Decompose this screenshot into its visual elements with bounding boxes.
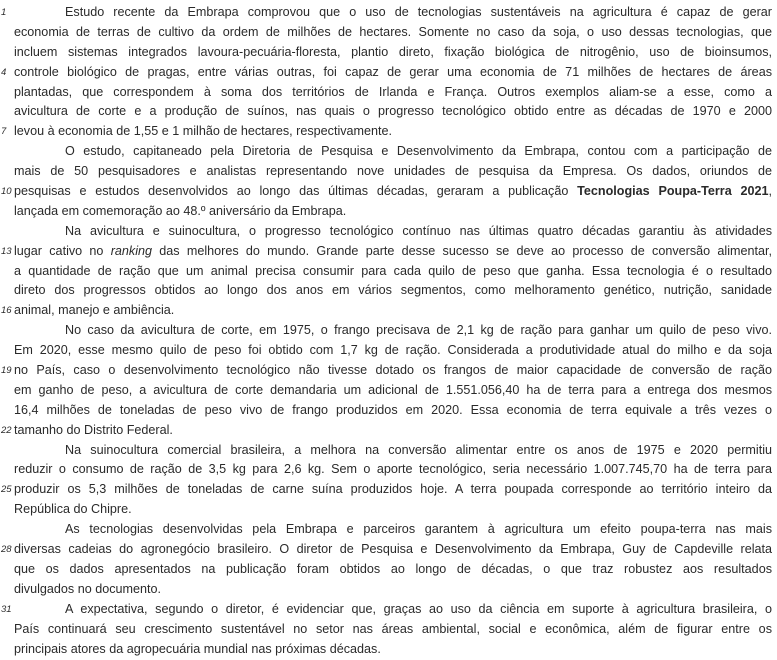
text-line	[14, 202, 772, 222]
text-line	[14, 381, 772, 401]
text-segment: tamanho do Distrito Federal.	[14, 422, 173, 437]
text-line	[14, 620, 772, 640]
text-segment: No caso da avicultura de corte, em 1975, o frango precisava de 2,1 kg de ração para ganhar um quilo de peso vivo.	[65, 323, 772, 338]
text-segment: incluem sistemas integrados lavoura-pecuária-floresta, plantio direto, fixação biológica de nitrogênio, uso de bioinsumos,	[14, 44, 772, 59]
text-segment: principais atores da agropecuária mundial nas próximas décadas.	[14, 641, 381, 656]
line-number: 13	[1, 245, 12, 257]
text-segment: produzir os 5,3 milhões de toneladas de carne suína produzidos hoje. A terra poupada corresponde ao território inteiro da	[14, 482, 772, 497]
text-line	[1, 361, 772, 381]
text-segment: Em 2020, esse mesmo quilo de peso foi obtido com 1,7 kg de ração. Considerada a produtividade atual do milho e da soja	[14, 343, 772, 358]
text-segment: diversas cadeias do agronegócio brasileiro. O diretor de Pesquisa e Desenvolvimento da Embrapa, Guy de Capdeville relata	[14, 542, 772, 557]
text-segment: divulgados no documento.	[14, 581, 162, 596]
text-line	[1, 122, 772, 142]
line-number: 1	[1, 7, 7, 18]
text-segment: Na suinocultura comercial brasileira, a melhora na conversão alimentar entre os anos de 1975 e 2020 permitiu	[65, 442, 772, 457]
text-segment: O estudo, capitaneado pela Diretoria de Pesquisa e Desenvolvimento da Embrapa, contou com a participação de	[65, 144, 772, 159]
italic-foreign-word: ranking	[110, 243, 153, 258]
text-segment: em ganho de peso, a avicultura de corte demandaria um adicional de 1.551.056,40 ha de terra para a entrega dos mesmos	[14, 382, 772, 397]
text-line	[14, 401, 772, 421]
text-line	[14, 83, 772, 103]
text-line	[14, 520, 772, 540]
line-number: 31	[1, 603, 12, 615]
text-line	[14, 262, 772, 282]
text-segment: das melhores do mundo. Grande parte desse sucesso se deve ao processo de conversão alimentar,	[152, 243, 772, 258]
text-line	[14, 222, 772, 242]
text-line	[1, 242, 772, 262]
text-segment: Na avicultura e suinocultura, o progresso tecnológico contínuo nas últimas quatro décadas garantiu às atividades	[65, 223, 772, 238]
text-line	[1, 301, 772, 321]
text-segment: economia de terras de cultivo da ordem de milhões de hectares. Somente no caso da soja, o uso dessas tecnologias, que	[14, 24, 772, 39]
text-segment: lançada em comemoração ao 48.º aniversário da Embrapa.	[14, 203, 347, 218]
text-segment: A expectativa, segundo o diretor, é evidenciar que, graças ao uso da ciência em suporte à agricultura brasileira, o	[65, 601, 772, 616]
text-segment: a quantidade de ração que um animal precisa consumir para cada quilo de peso que ganha. Essa tecnologia é o resultado	[14, 263, 772, 278]
text-segment: lugar cativo no	[14, 243, 111, 258]
text-segment: 16,4 milhões de toneladas de peso vivo de frango produzidos em 2020. Essa economia de terra equivale a três vezes o	[14, 402, 772, 417]
text-line	[1, 3, 772, 23]
text-line	[14, 321, 772, 341]
text-segment: Estudo recente da Embrapa comprovou que o uso de tecnologias sustentáveis na agricultura é capaz de gerar	[65, 5, 772, 19]
text-line	[14, 142, 772, 162]
text-line	[14, 43, 772, 63]
text-line	[14, 580, 772, 600]
text-segment: As tecnologias desenvolvidas pela Embrapa e parceiros garantem à agricultura um efeito poupa-terra nas mais	[65, 522, 772, 537]
text-segment: animal, manejo e ambiência.	[14, 303, 175, 318]
text-segment: no País, caso o desenvolvimento tecnológico não tivesse dotado os frangos de maior capacidade de conversão de ração	[14, 363, 772, 378]
text-line	[14, 441, 772, 461]
text-line	[14, 162, 772, 182]
text-segment: que os dados apresentados na publicação foram obtidos ao longo de décadas, o que traz robustez aos resultados	[14, 561, 772, 576]
text-line	[14, 460, 772, 480]
text-line	[14, 23, 772, 43]
text-segment: País continuará seu crescimento sustentável no setor nas áreas ambiental, social e econômica, além de figurar entre os	[14, 621, 772, 636]
text-segment: República do Chipre.	[14, 502, 132, 517]
text-line	[14, 560, 772, 580]
text-segment: controle biológico de pragas, entre várias outras, foi capaz de gerar uma economia de 71 milhões de hectares de áreas	[14, 64, 772, 79]
line-number: 4	[1, 66, 7, 78]
text-segment: mais de 50 pesquisadores e analistas representando nove unidades de pesquisa da Empresa. Os dados, oriundos de	[14, 164, 772, 179]
line-number: 28	[1, 544, 12, 556]
text-segment: avicultura de corte e a produção de suínos, nas quais o progresso tecnológico obtido entre as décadas de 1970 e 2000	[14, 104, 772, 119]
text-line	[1, 421, 772, 441]
text-segment: plantadas, que correspondem à soma dos territórios de Irlanda e França. Outros exemplos aliam-se a esse, como a	[14, 84, 772, 99]
text-segment: reduzir o consumo de ração de 3,5 kg para 2,6 kg. Sem o aporte tecnológico, seria necessário 1.007.745,70 ha de terra para	[14, 462, 772, 477]
text-segment: levou à economia de 1,55 e 1 milhão de hectares, respectivamente.	[14, 124, 393, 139]
line-number: 7	[1, 126, 7, 138]
text-line	[1, 600, 772, 620]
text-line	[1, 480, 772, 500]
text-line	[14, 640, 772, 660]
text-line	[14, 281, 772, 301]
text-line	[1, 540, 772, 560]
document-text	[1, 3, 772, 659]
line-number: 25	[1, 484, 12, 496]
line-number: 19	[1, 365, 12, 377]
text-segment: pesquisas e estudos desenvolvidos ao longo das últimas décadas, geraram a publicação	[14, 184, 578, 199]
text-segment: ,	[768, 184, 772, 199]
publication-title-bold-text: Tecnologias Poupa-Terra 2021	[577, 184, 769, 199]
text-line	[1, 182, 772, 202]
text-line	[14, 500, 772, 520]
text-line	[1, 63, 772, 83]
text-line	[14, 341, 772, 361]
text-segment: direto dos progressos obtidos ao longo dos anos em vários segmentos, como melhoramento genético, nutrição, sanidade	[14, 283, 772, 298]
text-line	[14, 102, 772, 122]
line-number: 10	[1, 186, 12, 198]
line-number: 22	[1, 424, 12, 436]
line-number: 16	[1, 305, 12, 317]
